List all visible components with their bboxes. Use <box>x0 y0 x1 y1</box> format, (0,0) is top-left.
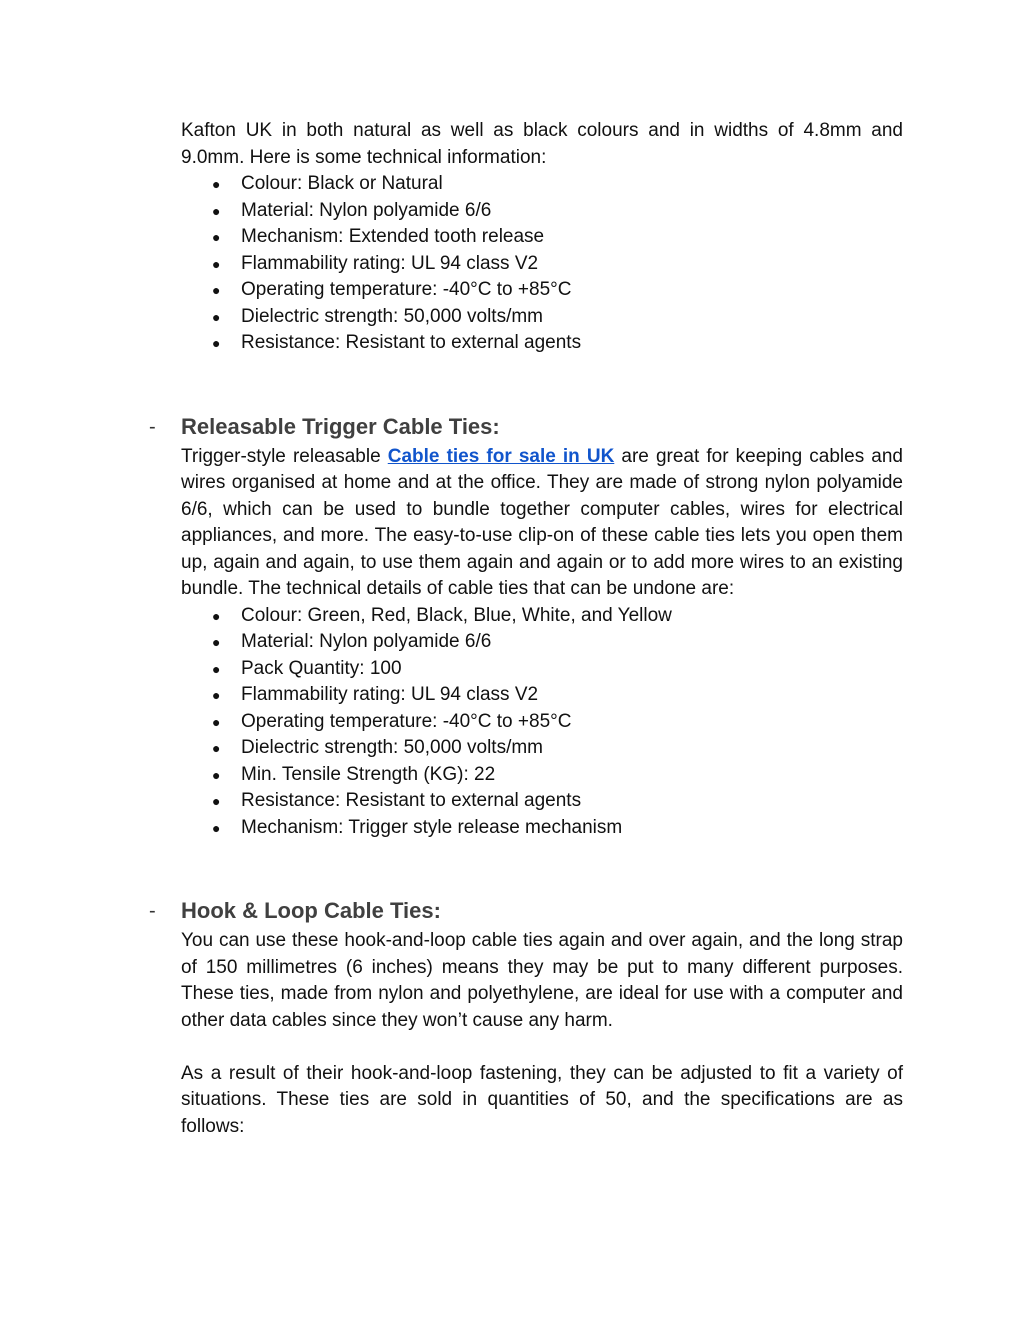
bullet-icon: ● <box>212 176 221 192</box>
document-page <box>149 118 903 1140</box>
bullet-icon: ● <box>212 660 221 677</box>
bullet-icon: ● <box>212 335 221 351</box>
list-item: ● Colour: Black or Natural <box>241 171 903 198</box>
section-spacer <box>181 841 903 894</box>
list-item: ● Operating temperature: -40°C to +85°C <box>241 277 903 304</box>
list-item: ● Resistance: Resistant to external agents <box>241 788 903 815</box>
list-item: ● Resistance: Resistant to external agents <box>241 330 903 357</box>
bullet-icon: ● <box>212 687 221 703</box>
list-item: ● Colour: Green, Red, Black, Blue, White, and Yellow <box>241 603 903 630</box>
trigger-paragraph: Trigger-style releasable Cable ties for sale in UK are great for keeping cables and wires organised at home and at the office. They are made of strong nylon polyamide 6/6, which can be used to bundle together computer cables, wires for electrical appliances, and more. The easy-to-use clip-on of these cable ties lets you open them up, again and again, to use them again and again or to add more wires to an existing bundle. The technical details of cable ties that can be undone are: <box>181 445 903 599</box>
bullet-icon: ● <box>212 202 221 219</box>
list-item: ● Mechanism: Trigger style release mechanism <box>241 815 903 842</box>
section-spacer <box>181 357 903 410</box>
list-item: ● Material: Nylon polyamide 6/6 <box>241 629 903 656</box>
list-item: ● Material: Nylon polyamide 6/6 <box>241 198 903 225</box>
dash-marker: - <box>149 415 156 438</box>
paragraph-spacer <box>181 1034 903 1061</box>
section-heading: Releasable Trigger Cable Ties: <box>181 413 500 439</box>
list-item: ● Pack Quantity: 100 <box>241 656 903 683</box>
cable-ties-link[interactable]: Cable ties for sale in UK <box>387 445 615 467</box>
bullet-icon: ● <box>212 308 221 325</box>
list-item: ● Operating temperature: -40°C to +85°C <box>241 709 903 736</box>
bullet-icon: ● <box>212 229 221 245</box>
hook-paragraph-2: As a result of their hook-and-loop fastening, they can be adjusted to fit a variety of situations. These ties are sold in quantities of 50, and the specifications are as follows: <box>181 1062 903 1137</box>
bullet-icon: ● <box>212 713 221 730</box>
section-heading: Hook & Loop Cable Ties: <box>181 898 441 923</box>
bullet-icon: ● <box>212 793 221 809</box>
dash-marker: - <box>149 900 156 922</box>
bullet-icon: ● <box>212 255 221 272</box>
trigger-bullet-list <box>181 603 903 842</box>
section-hook-loop-cable-ties <box>149 894 903 1140</box>
list-item: ● Mechanism: Extended tooth release <box>241 224 903 251</box>
list-item: ● Flammability rating: UL 94 class V2 <box>241 251 903 278</box>
bullet-icon: ● <box>212 607 221 624</box>
list-item: ● Flammability rating: UL 94 class V2 <box>241 682 903 709</box>
section-trigger-cable-ties <box>149 410 903 842</box>
bullet-icon: ● <box>212 282 221 298</box>
bullet-icon: ● <box>212 740 221 756</box>
intro-paragraph: Kafton UK in both natural as well as black colours and in widths of 4.8mm and 9.0mm. Here is some technical information: <box>181 120 903 168</box>
list-item: ● Dielectric strength: 50,000 volts/mm <box>241 735 903 762</box>
section-heading-row <box>149 410 903 444</box>
intro-bullet-list <box>181 171 903 357</box>
bullet-icon: ● <box>212 634 221 650</box>
list-item: ● Dielectric strength: 50,000 volts/mm <box>241 304 903 331</box>
bullet-icon: ● <box>212 766 221 783</box>
hook-paragraph-1: You can use these hook-and-loop cable ties again and over again, and the long strap of 150 millimetres (6 inches) means they may be put to many different purposes. These ties, made from nylon and polyethylene, are ideal for use with a computer and other data cables since they won’t cause any harm. <box>181 930 903 1031</box>
section-heading-row <box>149 894 903 928</box>
bullet-icon: ● <box>212 819 221 836</box>
list-item: ● Min. Tensile Strength (KG): 22 <box>241 762 903 789</box>
